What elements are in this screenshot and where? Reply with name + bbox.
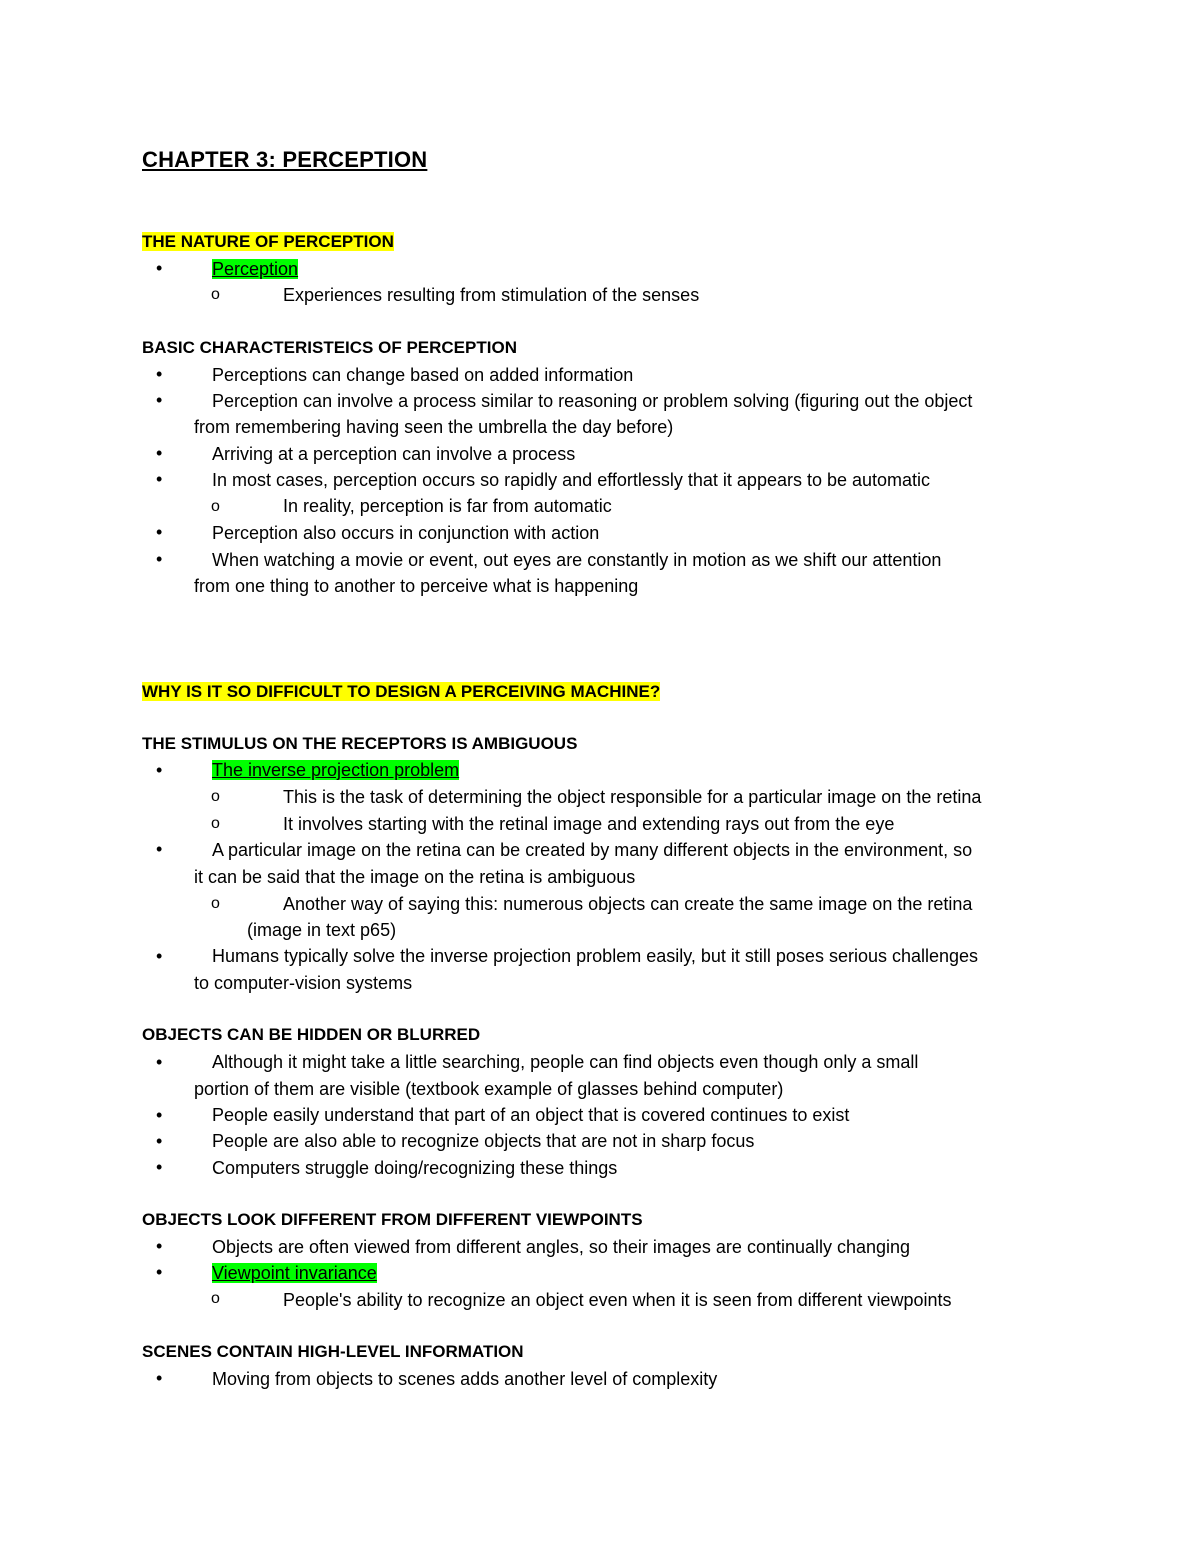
key-term: Viewpoint invariance [212, 1263, 377, 1283]
section-heading-basic: BASIC CHARACTERISTEICS OF PERCEPTION [142, 338, 517, 357]
section-heading-scenes: SCENES CONTAIN HIGH-LEVEL INFORMATION [142, 1342, 524, 1361]
list-item: Moving from objects to scenes adds another level of complexity [212, 1369, 718, 1389]
list-item-continuation: portion of them are visible (textbook example of glasses behind computer) [194, 1079, 784, 1099]
section-heading-hidden: OBJECTS CAN BE HIDDEN OR BLURRED [142, 1025, 481, 1044]
list-item: People easily understand that part of an object that is covered continues to exist [212, 1105, 850, 1125]
heading-text: WHY IS IT SO DIFFICULT TO DESIGN A PERCEIVING MACHINE? [142, 682, 661, 701]
bullet-marker: • [156, 258, 163, 278]
section-heading-viewpoints: OBJECTS LOOK DIFFERENT FROM DIFFERENT VIEWPOINTS [142, 1210, 643, 1229]
list-item [212, 256, 298, 282]
section-heading-stimulus: THE STIMULUS ON THE RECEPTORS IS AMBIGUOUS [142, 734, 578, 753]
sub-bullet-marker: o [211, 1290, 220, 1307]
list-item: Perceptions can change based on added information [212, 365, 634, 385]
list-item: People are also able to recognize objects that are not in sharp focus [212, 1131, 755, 1151]
key-term: Perception [212, 259, 299, 279]
bullet-marker: • [156, 469, 163, 489]
bullet-marker: • [156, 1236, 163, 1256]
list-item: When watching a movie or event, out eyes are constantly in motion as we shift our attention [212, 550, 942, 570]
bullet-marker: • [156, 1368, 163, 1388]
key-term: The inverse projection problem [212, 760, 460, 780]
bullet-marker: • [156, 522, 163, 542]
sub-list-item: It involves starting with the retinal image and extending rays out from the eye [283, 814, 895, 834]
bullet-marker: • [156, 1052, 163, 1072]
list-item-continuation: from remembering having seen the umbrella the day before) [194, 417, 674, 437]
list-item: Objects are often viewed from different angles, so their images are continually changing [212, 1237, 911, 1257]
sub-bullet-marker: o [211, 815, 220, 832]
list-item: Perception can involve a process similar to reasoning or problem solving (figuring out the object [212, 391, 973, 411]
section-heading-nature [142, 231, 394, 253]
sub-bullet-marker: o [211, 788, 220, 805]
section-heading-why [142, 681, 660, 703]
bullet-marker: • [156, 443, 163, 463]
bullet-marker: • [156, 1262, 163, 1282]
list-item-continuation: to computer-vision systems [194, 973, 413, 993]
bullet-marker: • [156, 390, 163, 410]
sub-list-item: This is the task of determining the object responsible for a particular image on the retina [283, 787, 982, 807]
list-item-continuation: from one thing to another to perceive what is happening [194, 576, 639, 596]
bullet-marker: • [156, 760, 163, 780]
list-item [212, 1260, 377, 1286]
bullet-marker: • [156, 946, 163, 966]
bullet-marker: • [156, 1157, 163, 1177]
bullet-marker: • [156, 1131, 163, 1151]
bullet-marker: • [156, 839, 163, 859]
bullet-marker: • [156, 549, 163, 569]
bullet-marker: • [156, 1105, 163, 1125]
sub-list-item: People's ability to recognize an object even when it is seen from different viewpoints [283, 1290, 952, 1310]
list-item: Although it might take a little searching, people can find objects even though only a small [212, 1052, 919, 1072]
sub-list-item-continuation: (image in text p65) [247, 920, 397, 940]
list-item: In most cases, perception occurs so rapidly and effortlessly that it appears to be automatic [212, 470, 931, 490]
sub-bullet-marker: o [211, 895, 220, 912]
bullet-marker: • [156, 364, 163, 384]
list-item: Humans typically solve the inverse projection problem easily, but it still poses serious challenges [212, 946, 979, 966]
list-item: Arriving at a perception can involve a process [212, 444, 576, 464]
sub-list-item: Another way of saying this: numerous objects can create the same image on the retina [283, 894, 973, 914]
sub-list-item: In reality, perception is far from automatic [283, 496, 612, 516]
sub-bullet-marker: o [211, 286, 220, 303]
sub-list-item: Experiences resulting from stimulation of the senses [283, 285, 700, 305]
sub-bullet-marker: o [211, 498, 220, 515]
list-item-continuation: it can be said that the image on the retina is ambiguous [194, 867, 636, 887]
list-item: Computers struggle doing/recognizing these things [212, 1158, 618, 1178]
page-title: CHAPTER 3: PERCEPTION [142, 147, 428, 172]
heading-text: THE NATURE OF PERCEPTION [142, 232, 394, 251]
list-item: A particular image on the retina can be created by many different objects in the environment, so [212, 840, 973, 860]
list-item [212, 757, 459, 783]
list-item: Perception also occurs in conjunction with action [212, 523, 600, 543]
